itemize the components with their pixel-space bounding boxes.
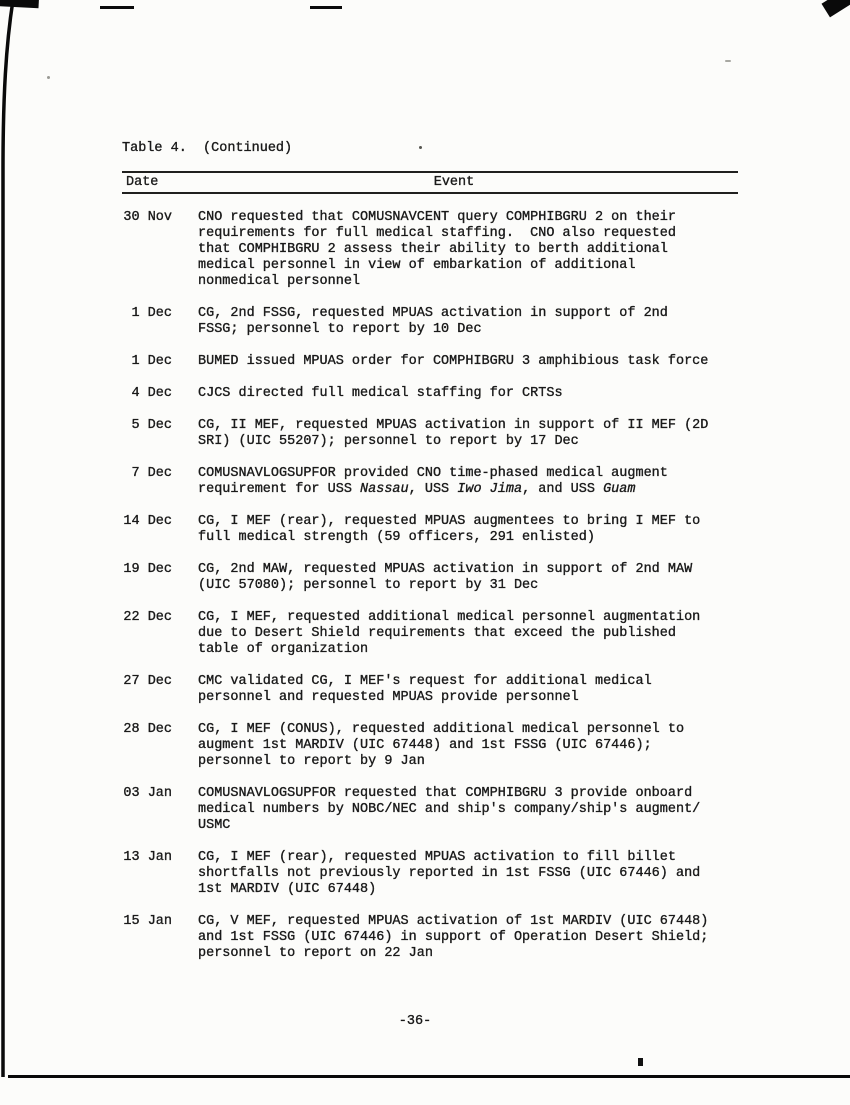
row-event xyxy=(198,514,738,546)
event-line: CG, V MEF, requested MPUAS activation of 1st MARDIV (UIC 67448) xyxy=(198,914,709,929)
table-row xyxy=(122,786,738,834)
event-line: CG, 2nd FSSG, requested MPUAS activation in support of 2nd xyxy=(198,306,668,321)
event-line: SRI) (UIC 55207); personnel to report by 17 Dec xyxy=(198,434,579,449)
event-line: CG, I MEF (rear), requested MPUAS augmentees to bring I MEF to xyxy=(198,514,701,529)
event-line: BUMED issued MPUAS order for COMPHIBGRU 3 amphibious task force xyxy=(198,354,709,369)
row-date: 5 Dec xyxy=(131,418,172,433)
row-date: 1 Dec xyxy=(131,354,172,369)
page-number: -36- xyxy=(398,1014,432,1029)
event-line: FSSG; personnel to report by 10 Dec xyxy=(198,322,482,337)
row-event xyxy=(198,210,738,290)
scan-artifact-top-segment xyxy=(100,6,134,9)
event-line: CG, I MEF (CONUS), requested additional medical personnel to xyxy=(198,722,685,737)
table-row xyxy=(122,466,738,498)
event-line: medical personnel in view of embarkation of additional xyxy=(198,258,636,273)
row-event xyxy=(198,418,738,450)
event-line: personnel to report by 9 Jan xyxy=(198,754,425,769)
event-line: CNO requested that COMUSNAVCENT query COMPHIBGRU 2 on their xyxy=(198,210,676,225)
table-row xyxy=(122,914,738,962)
table-header xyxy=(122,171,738,194)
row-date: 19 Dec xyxy=(123,562,172,577)
scan-artifact-dot xyxy=(725,60,731,62)
row-event xyxy=(198,354,738,370)
row-date: 22 Dec xyxy=(123,610,172,625)
row-date: 14 Dec xyxy=(123,514,172,529)
event-line: due to Desert Shield requirements that exceed the published xyxy=(198,626,676,641)
ship-name-italic: Nassau xyxy=(360,482,409,497)
event-line: augment 1st MARDIV (UIC 67448) and 1st FSSG (UIC 67446); xyxy=(198,738,652,753)
event-line: CJCS directed full medical staffing for CRTSs xyxy=(198,386,563,401)
row-date: 1 Dec xyxy=(131,306,172,321)
row-date: 4 Dec xyxy=(131,386,172,401)
table-row xyxy=(122,354,738,370)
ship-name-italic: Guam xyxy=(603,482,636,497)
scan-artifact-speck xyxy=(638,1058,643,1066)
table-row xyxy=(122,418,738,450)
row-event xyxy=(198,914,738,962)
event-line: nonmedical personnel xyxy=(198,274,361,289)
event-line: COMUSNAVLOGSUPFOR requested that COMPHIBGRU 3 provide onboard xyxy=(198,786,693,801)
event-line: CG, II MEF, requested MPUAS activation in support of II MEF (2D xyxy=(198,418,709,433)
table-row xyxy=(122,674,738,706)
table-row xyxy=(122,514,738,546)
event-line: CG, I MEF (rear), requested MPUAS activation to fill billet xyxy=(198,850,676,865)
row-event xyxy=(198,466,738,498)
event-line: requirements for full medical staffing. CNO also requested xyxy=(198,226,676,241)
table-row xyxy=(122,850,738,898)
scan-artifact-bottom-line xyxy=(8,1075,850,1078)
row-event xyxy=(198,610,738,658)
event-line: shortfalls not previously reported in 1st FSSG (UIC 67446) and xyxy=(198,866,701,881)
table-title: Table 4. (Continued) xyxy=(122,141,293,156)
table-row xyxy=(122,210,738,290)
row-date: 15 Jan xyxy=(123,914,172,929)
row-event xyxy=(198,562,738,594)
row-date: 13 Jan xyxy=(123,850,172,865)
column-header-date: Date xyxy=(126,175,159,190)
table-row xyxy=(122,610,738,658)
row-event xyxy=(198,722,738,770)
scan-artifact-dot xyxy=(47,76,50,79)
row-date: 27 Dec xyxy=(123,674,172,689)
column-header-event: Event xyxy=(433,175,475,190)
event-line: USMC xyxy=(198,818,231,833)
row-event xyxy=(198,786,738,834)
event-line: requirement for USS Nassau, USS Iwo Jima, and USS Guam xyxy=(198,482,636,497)
event-line: CG, I MEF, requested additional medical personnel augmentation xyxy=(198,610,701,625)
event-line: CG, 2nd MAW, requested MPUAS activation in support of 2nd MAW xyxy=(198,562,693,577)
scan-artifact-top-right-corner xyxy=(821,0,850,17)
event-line: full medical strength (59 officers, 291 enlisted) xyxy=(198,530,595,545)
event-line: and 1st FSSG (UIC 67446) in support of Operation Desert Shield; xyxy=(198,930,709,945)
row-date: 03 Jan xyxy=(123,786,172,801)
event-line: medical numbers by NOBC/NEC and ship's company/ship's augment/ xyxy=(198,802,701,817)
table-row xyxy=(122,722,738,770)
table-row xyxy=(122,562,738,594)
event-line: that COMPHIBGRU 2 assess their ability to berth additional xyxy=(198,242,668,257)
event-line: 1st MARDIV (UIC 67448) xyxy=(198,882,377,897)
event-line: table of organization xyxy=(198,642,369,657)
row-event xyxy=(198,386,738,402)
row-date: 7 Dec xyxy=(131,466,172,481)
event-line: personnel to report on 22 Jan xyxy=(198,946,433,961)
table-row xyxy=(122,386,738,402)
scan-artifact-left-edge xyxy=(0,0,22,1105)
event-line: personnel and requested MPUAS provide personnel xyxy=(198,690,579,705)
ship-name-italic: Iwo Jima xyxy=(457,482,523,497)
row-event xyxy=(198,850,738,898)
table-row xyxy=(122,306,738,338)
event-line: CMC validated CG, I MEF's request for additional medical xyxy=(198,674,652,689)
row-event xyxy=(198,306,738,338)
row-event xyxy=(198,674,738,706)
scan-artifact-top-segment xyxy=(310,6,342,9)
event-table-body xyxy=(122,210,738,962)
row-date: 30 Nov xyxy=(123,210,172,225)
event-line: COMUSNAVLOGSUPFOR provided CNO time-phased medical augment xyxy=(198,466,668,481)
document-content xyxy=(122,141,738,978)
event-line: (UIC 57080); personnel to report by 31 Dec xyxy=(198,578,539,593)
row-date: 28 Dec xyxy=(123,722,172,737)
